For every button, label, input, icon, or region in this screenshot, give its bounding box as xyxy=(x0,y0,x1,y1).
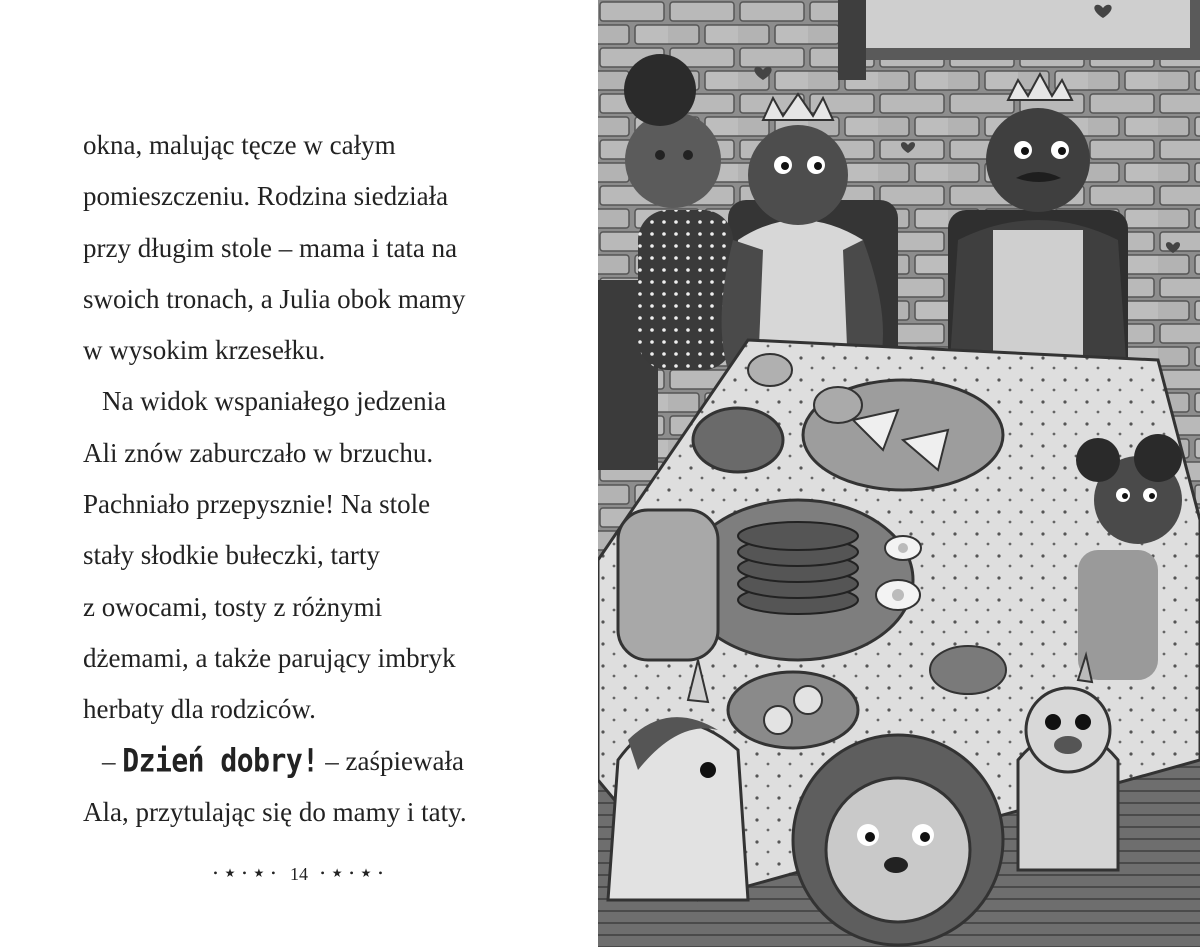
text-line: Ala, przytulając się do mamy i taty. xyxy=(83,796,467,827)
curtain xyxy=(838,0,866,80)
teacup xyxy=(814,387,862,423)
dialog-after: – zaśpiewała xyxy=(318,745,464,776)
text-line: przy długim stole – mama i tata na xyxy=(83,232,458,263)
dialog-shout: Dzień dobry! xyxy=(122,741,319,779)
dialog-dash: – xyxy=(102,745,123,776)
text-line: Ali znów zaburczało w brzuchu. xyxy=(83,437,434,468)
text-line: w wysokim krzesełku. xyxy=(83,335,326,366)
dialog-line xyxy=(83,738,583,789)
illustration-svg xyxy=(598,0,1200,947)
fruit-tart xyxy=(728,672,858,748)
text-line: okna, malując tęcze w całym xyxy=(83,130,396,160)
jam-bowl xyxy=(930,646,1006,694)
text-line: pomieszczeniu. Rodzina siedziała xyxy=(83,181,449,212)
text-line: dżemami, a także parujący imbryk xyxy=(83,642,456,673)
story-text xyxy=(83,122,583,840)
page-footer xyxy=(0,864,598,885)
text-line: herbaty dla rodziców. xyxy=(83,694,316,725)
text-line: swoich tronach, a Julia obok mamy xyxy=(83,283,466,314)
text-line: Na widok wspaniałego jedzenia xyxy=(102,386,447,417)
bowl xyxy=(693,408,783,472)
text-line: Pachniało przepysznie! Na stole xyxy=(83,489,431,520)
left-text-page xyxy=(0,0,598,947)
text-line: stały słodkie bułeczki, tarty xyxy=(83,540,380,571)
lion xyxy=(793,735,1003,945)
crown-icon xyxy=(763,94,833,120)
footer-stars-right: • ★ • ★ • xyxy=(320,866,385,880)
page-number: 14 xyxy=(290,864,308,884)
footer-stars-left: • ★ • ★ • xyxy=(213,866,278,880)
breakfast-illustration xyxy=(598,0,1200,947)
juice-jug xyxy=(618,510,718,660)
teacup xyxy=(748,354,792,386)
text-line: z owocami, tosty z różnymi xyxy=(83,591,383,622)
